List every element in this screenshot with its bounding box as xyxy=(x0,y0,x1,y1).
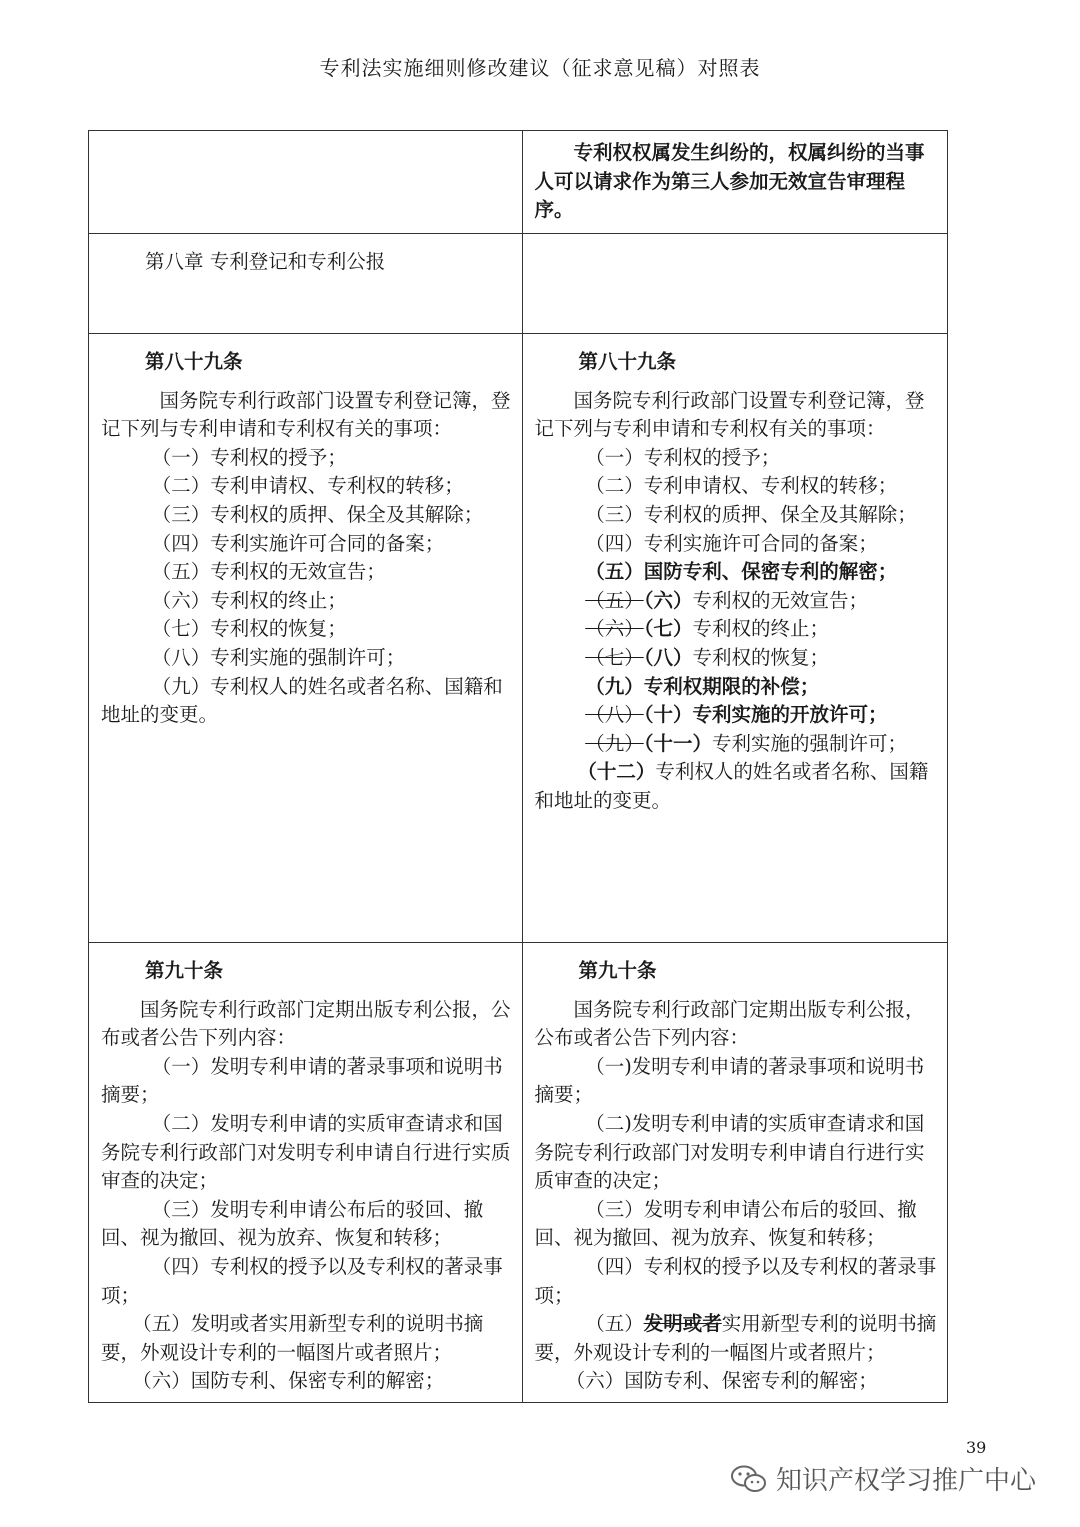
list-item xyxy=(535,615,938,644)
comparison-table xyxy=(88,130,948,1403)
deleted-number: （九） xyxy=(585,731,644,755)
item-text: 专利权人的姓名或者名称、国籍和地址的变更。 xyxy=(534,760,929,812)
article-heading: 第八十九条 xyxy=(145,350,243,373)
list-item xyxy=(535,758,938,815)
list-item: （九）专利权人的姓名或者名称、国籍和地址的变更。 xyxy=(101,674,503,727)
item-text: 专利实施的强制许可； xyxy=(711,731,907,755)
list-item: （二)发明专利申请的实质审查请求和国务院专利行政部门对发明专利申请自行进行实质审查的决定； xyxy=(534,1111,925,1193)
list-item-added: （九）专利权期限的补偿； xyxy=(585,674,820,698)
watermark xyxy=(730,1460,1036,1497)
list-item: （三）专利权的质押、保全及其解除； xyxy=(151,502,484,526)
left-cell xyxy=(89,943,523,1403)
deleted-number: （六） xyxy=(585,617,644,641)
right-cell xyxy=(522,234,948,334)
list-item: （七）专利权的恢复； xyxy=(151,617,347,641)
list-item: （一)发明专利申请的著录事项和说明书摘要； xyxy=(534,1054,925,1107)
list-item: （四）专利权的授予以及专利权的著录事项； xyxy=(101,1254,503,1307)
deleted-number: （八） xyxy=(585,703,644,727)
list-item: （五）发明或者实用新型专利的说明书摘要，外观设计专利的一幅图片或者照片； xyxy=(101,1312,484,1364)
right-cell xyxy=(522,334,948,943)
list-item-added: （五）国防专利、保密专利的解密； xyxy=(585,560,898,584)
deleted-number: （五） xyxy=(585,588,644,612)
list-item: （三）发明专利申请公布后的驳回、撤回、视为撤回、视为放弃、恢复和转移； xyxy=(101,1197,484,1250)
item-number: （五） xyxy=(585,1312,644,1336)
left-cell xyxy=(89,334,523,943)
list-item: （五）专利权的无效宣告； xyxy=(151,560,386,584)
list-item xyxy=(535,1310,938,1367)
list-item: （三）专利权的质押、保全及其解除； xyxy=(585,502,917,526)
table-row xyxy=(89,131,948,234)
left-cell xyxy=(89,234,523,334)
watermark-text: 知识产权学习推广中心 xyxy=(776,1466,1037,1496)
added-text: （十）专利实施的开放许可； xyxy=(643,703,888,727)
article-intro: 国务院专利行政部门定期出版专利公报，公布或者公告下列内容： xyxy=(534,997,925,1050)
list-item xyxy=(535,701,938,730)
list-item: （四）专利权的授予以及专利权的著录事项； xyxy=(534,1254,937,1307)
list-item: （六）专利权的终止； xyxy=(151,588,347,612)
list-item: （一）专利权的授予； xyxy=(585,445,781,469)
article-intro: 国务院专利行政部门设置专利登记簿，登记下列与专利申请和专利权有关的事项： xyxy=(101,388,511,441)
added-number: （八） xyxy=(643,645,693,669)
list-item: （六）国防专利、保密专利的解密； xyxy=(132,1369,445,1393)
list-item: （二）专利申请权、专利权的转移； xyxy=(585,474,898,498)
article-intro: 国务院专利行政部门设置专利登记簿，登记下列与专利申请和专利权有关的事项： xyxy=(534,388,925,441)
wechat-icon xyxy=(730,1464,768,1494)
list-item xyxy=(535,644,938,673)
list-item: （四）专利实施许可合同的备案； xyxy=(151,531,445,555)
list-item xyxy=(535,730,938,759)
list-item: （八）专利实施的强制许可； xyxy=(151,645,406,669)
disputes-paragraph: 专利权权属发生纠纷的，权属纠纷的当事人可以请求作为第三人参加无效宣告审理程序。 xyxy=(534,141,925,222)
item-text: 专利权的恢复； xyxy=(692,645,829,669)
article-heading: 第九十条 xyxy=(145,959,224,982)
list-item: （二）发明专利申请的实质审查请求和国务院专利行政部门对发明专利申请自行进行实质审查的决定； xyxy=(101,1111,511,1193)
list-item: （三）发明专利申请公布后的驳回、撤回、视为撤回、视为放弃、恢复和转移； xyxy=(534,1197,917,1250)
article-heading: 第九十条 xyxy=(578,959,657,982)
item-text: 专利权的终止； xyxy=(692,617,829,641)
added-number: （六） xyxy=(643,588,693,612)
list-item: （一）专利权的授予； xyxy=(151,445,347,469)
deleted-text: 发明或者 xyxy=(643,1312,722,1336)
page-number: 39 xyxy=(966,1438,987,1457)
table-row xyxy=(89,943,948,1403)
table-row xyxy=(89,234,948,334)
item-text: 实用新型专利的说明书摘要，外观设计专利的一幅图片或者照片； xyxy=(534,1312,937,1364)
list-item: （四）专利实施许可合同的备案； xyxy=(585,531,878,555)
table-row xyxy=(89,334,948,943)
list-item: （二）专利申请权、专利权的转移； xyxy=(151,474,464,498)
list-item: （六）国防专利、保密专利的解密； xyxy=(565,1369,878,1393)
left-cell xyxy=(89,131,523,234)
list-item: （一）发明专利申请的著录事项和说明书摘要； xyxy=(101,1054,503,1107)
article-intro: 国务院专利行政部门定期出版专利公报，公布或者公告下列内容： xyxy=(101,997,511,1050)
article-heading: 第八十九条 xyxy=(578,350,677,373)
added-number: （十一） xyxy=(643,731,712,755)
added-number: （十二） xyxy=(577,760,656,784)
item-text: 专利权的无效宣告； xyxy=(692,588,868,612)
list-item xyxy=(535,587,938,616)
right-cell xyxy=(522,131,948,234)
chapter-title: 第八章 专利登记和专利公报 xyxy=(145,250,386,273)
deleted-number: （七） xyxy=(585,645,644,669)
right-cell xyxy=(522,943,948,1403)
added-number: （七） xyxy=(643,617,693,641)
page-title: 专利法实施细则修改建议（征求意见稿）对照表 xyxy=(319,56,761,80)
